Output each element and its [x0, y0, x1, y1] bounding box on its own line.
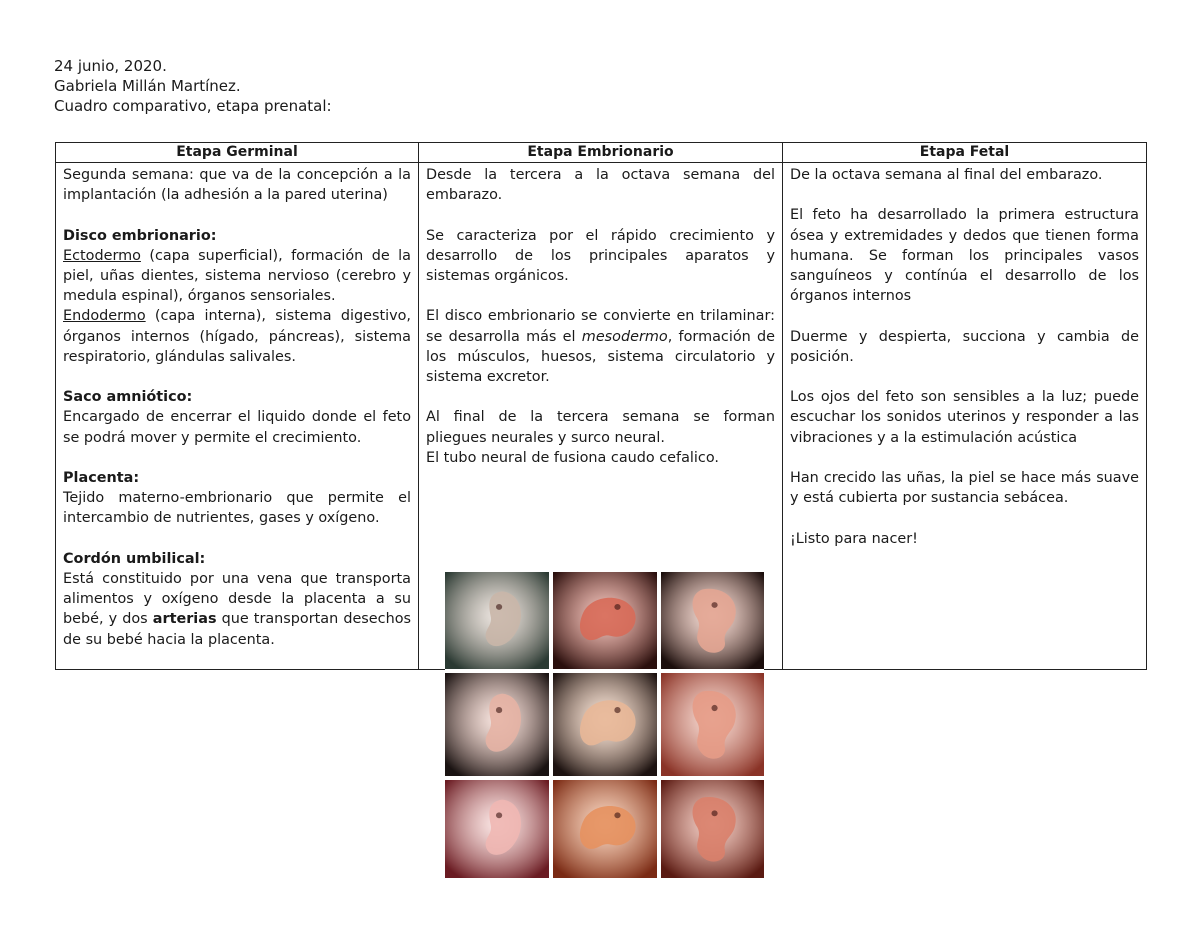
disco-title: Disco embrionario:: [63, 227, 217, 244]
cordon-text-b: que transportan desechos de su bebé hacia la placenta.: [63, 611, 411, 648]
embrionario-p2: Se caracteriza por el rápido crecimiento y desarrollo de los principales aparatos y sistemas orgánicos.: [426, 227, 775, 284]
fetal-p1: De la octava semana al final del embarazo.: [790, 167, 1103, 183]
embryo-photo-6: [661, 673, 764, 776]
document-title: Cuadro comparativo, etapa prenatal:: [54, 97, 332, 115]
embryo-photo-5-eye: [614, 707, 620, 713]
germinal-cell: [56, 163, 419, 670]
germinal-intro: Segunda semana: que va de la concepción a la implantación (la adhesión a la pared uterina): [63, 167, 411, 204]
embryo-photo-5: [553, 673, 657, 776]
table-header-row: [56, 143, 1147, 163]
embrionario-p3: [426, 306, 775, 387]
cordon-text-a: Está constituido por una vena que transporta alimentos y oxígeno desde la placenta a su bebé, y dos: [63, 571, 411, 628]
fetal-p4: Los ojos del feto son sensibles a la luz; puede escuchar los sonidos uterinos y responder a las vibraciones y a la estimulación acústica: [790, 389, 1139, 446]
endodermo-text: (capa interna), sistema digestivo, órganos internos (hígado, páncreas), sistema respiratorio, glándulas salivales.: [63, 308, 411, 365]
fetal-cell: [783, 163, 1147, 670]
embryo-photo-2-eye: [614, 604, 620, 610]
embrionario-p3a: El disco embrionario se convierte en trilaminar: se desarrolla más el: [426, 308, 775, 345]
fetus-photo-8: [553, 780, 657, 878]
saco-text: Encargado de encerrar el liquido donde el feto se podrá mover y permite el crecimiento.: [63, 409, 411, 446]
cordon-title: Cordón umbilical:: [63, 550, 206, 567]
embrionario-p4: Al final de la tercera semana se forman pliegues neurales y surco neural.: [426, 409, 775, 446]
fetus-photo-7-eye: [496, 812, 502, 818]
header-embrionario: Etapa Embrionario: [419, 143, 783, 163]
document-date: 24 junio, 2020.: [54, 57, 167, 75]
placenta-title: Placenta:: [63, 470, 140, 486]
fetal-p5: Han crecido las uñas, la piel se hace más suave y está cubierta por sustancia sebácea.: [790, 469, 1139, 507]
placenta-text: Tejido materno-embrionario que permite el intercambio de nutrientes, gases y oxígeno.: [63, 490, 411, 527]
endodermo-paragraph: [63, 306, 411, 367]
embryo-photo-4: [445, 673, 549, 776]
embryo-photo-6-eye: [711, 705, 717, 711]
fetus-photo-8-eye: [614, 812, 620, 818]
cordon-bold: arterias: [152, 611, 217, 628]
fetus-photo-9-eye: [711, 810, 717, 816]
embryo-photo-grid: [445, 572, 764, 878]
embrionario-p3b: , formación de los músculos, huesos, sistema circulatorio y sistema excretor.: [426, 328, 776, 385]
ectodermo-text: (capa superficial), formación de la piel, uñas dientes, sistema nervioso (cerebro y medula espinal), órganos sensoriales.: [63, 247, 411, 305]
saco-title: Saco amniótico:: [63, 389, 193, 406]
fetus-photo-7: [445, 780, 549, 878]
fetus-photo-9: [661, 780, 764, 878]
header-fetal: Etapa Fetal: [783, 143, 1147, 163]
embryo-photo-4-eye: [496, 707, 502, 713]
endodermo-term: Endodermo: [63, 308, 146, 325]
cordon-paragraph: [63, 569, 411, 650]
document-author: Gabriela Millán Martínez.: [54, 77, 241, 95]
fetal-p6: ¡Listo para nacer!: [790, 530, 918, 547]
embrionario-p1: Desde la tercera a la octava semana del embarazo.: [426, 167, 775, 204]
document-header: [54, 56, 332, 116]
fetal-p2: El feto ha desarrollado la primera estructura ósea y extremidades y dedos que tienen forma humana. Se forman los principales vasos sanguíneos y contínúa el desarrollo de los órganos internos: [790, 207, 1139, 305]
embryo-photo-3: [661, 572, 764, 669]
ectodermo-paragraph: [63, 246, 411, 307]
mesodermo-term: mesodermo: [581, 328, 668, 345]
embryo-photo-1: [445, 572, 549, 669]
embryo-photo-3-eye: [711, 602, 717, 608]
embryo-photo-1-eye: [496, 604, 502, 610]
embryo-photo-2: [553, 572, 657, 669]
header-germinal: Etapa Germinal: [56, 143, 419, 163]
embrionario-p5: El tubo neural de fusiona caudo cefalico.: [426, 449, 719, 466]
ectodermo-term: Ectodermo: [63, 247, 141, 264]
fetal-p3: Duerme y despierta, succiona y cambia de posición.: [790, 328, 1139, 365]
